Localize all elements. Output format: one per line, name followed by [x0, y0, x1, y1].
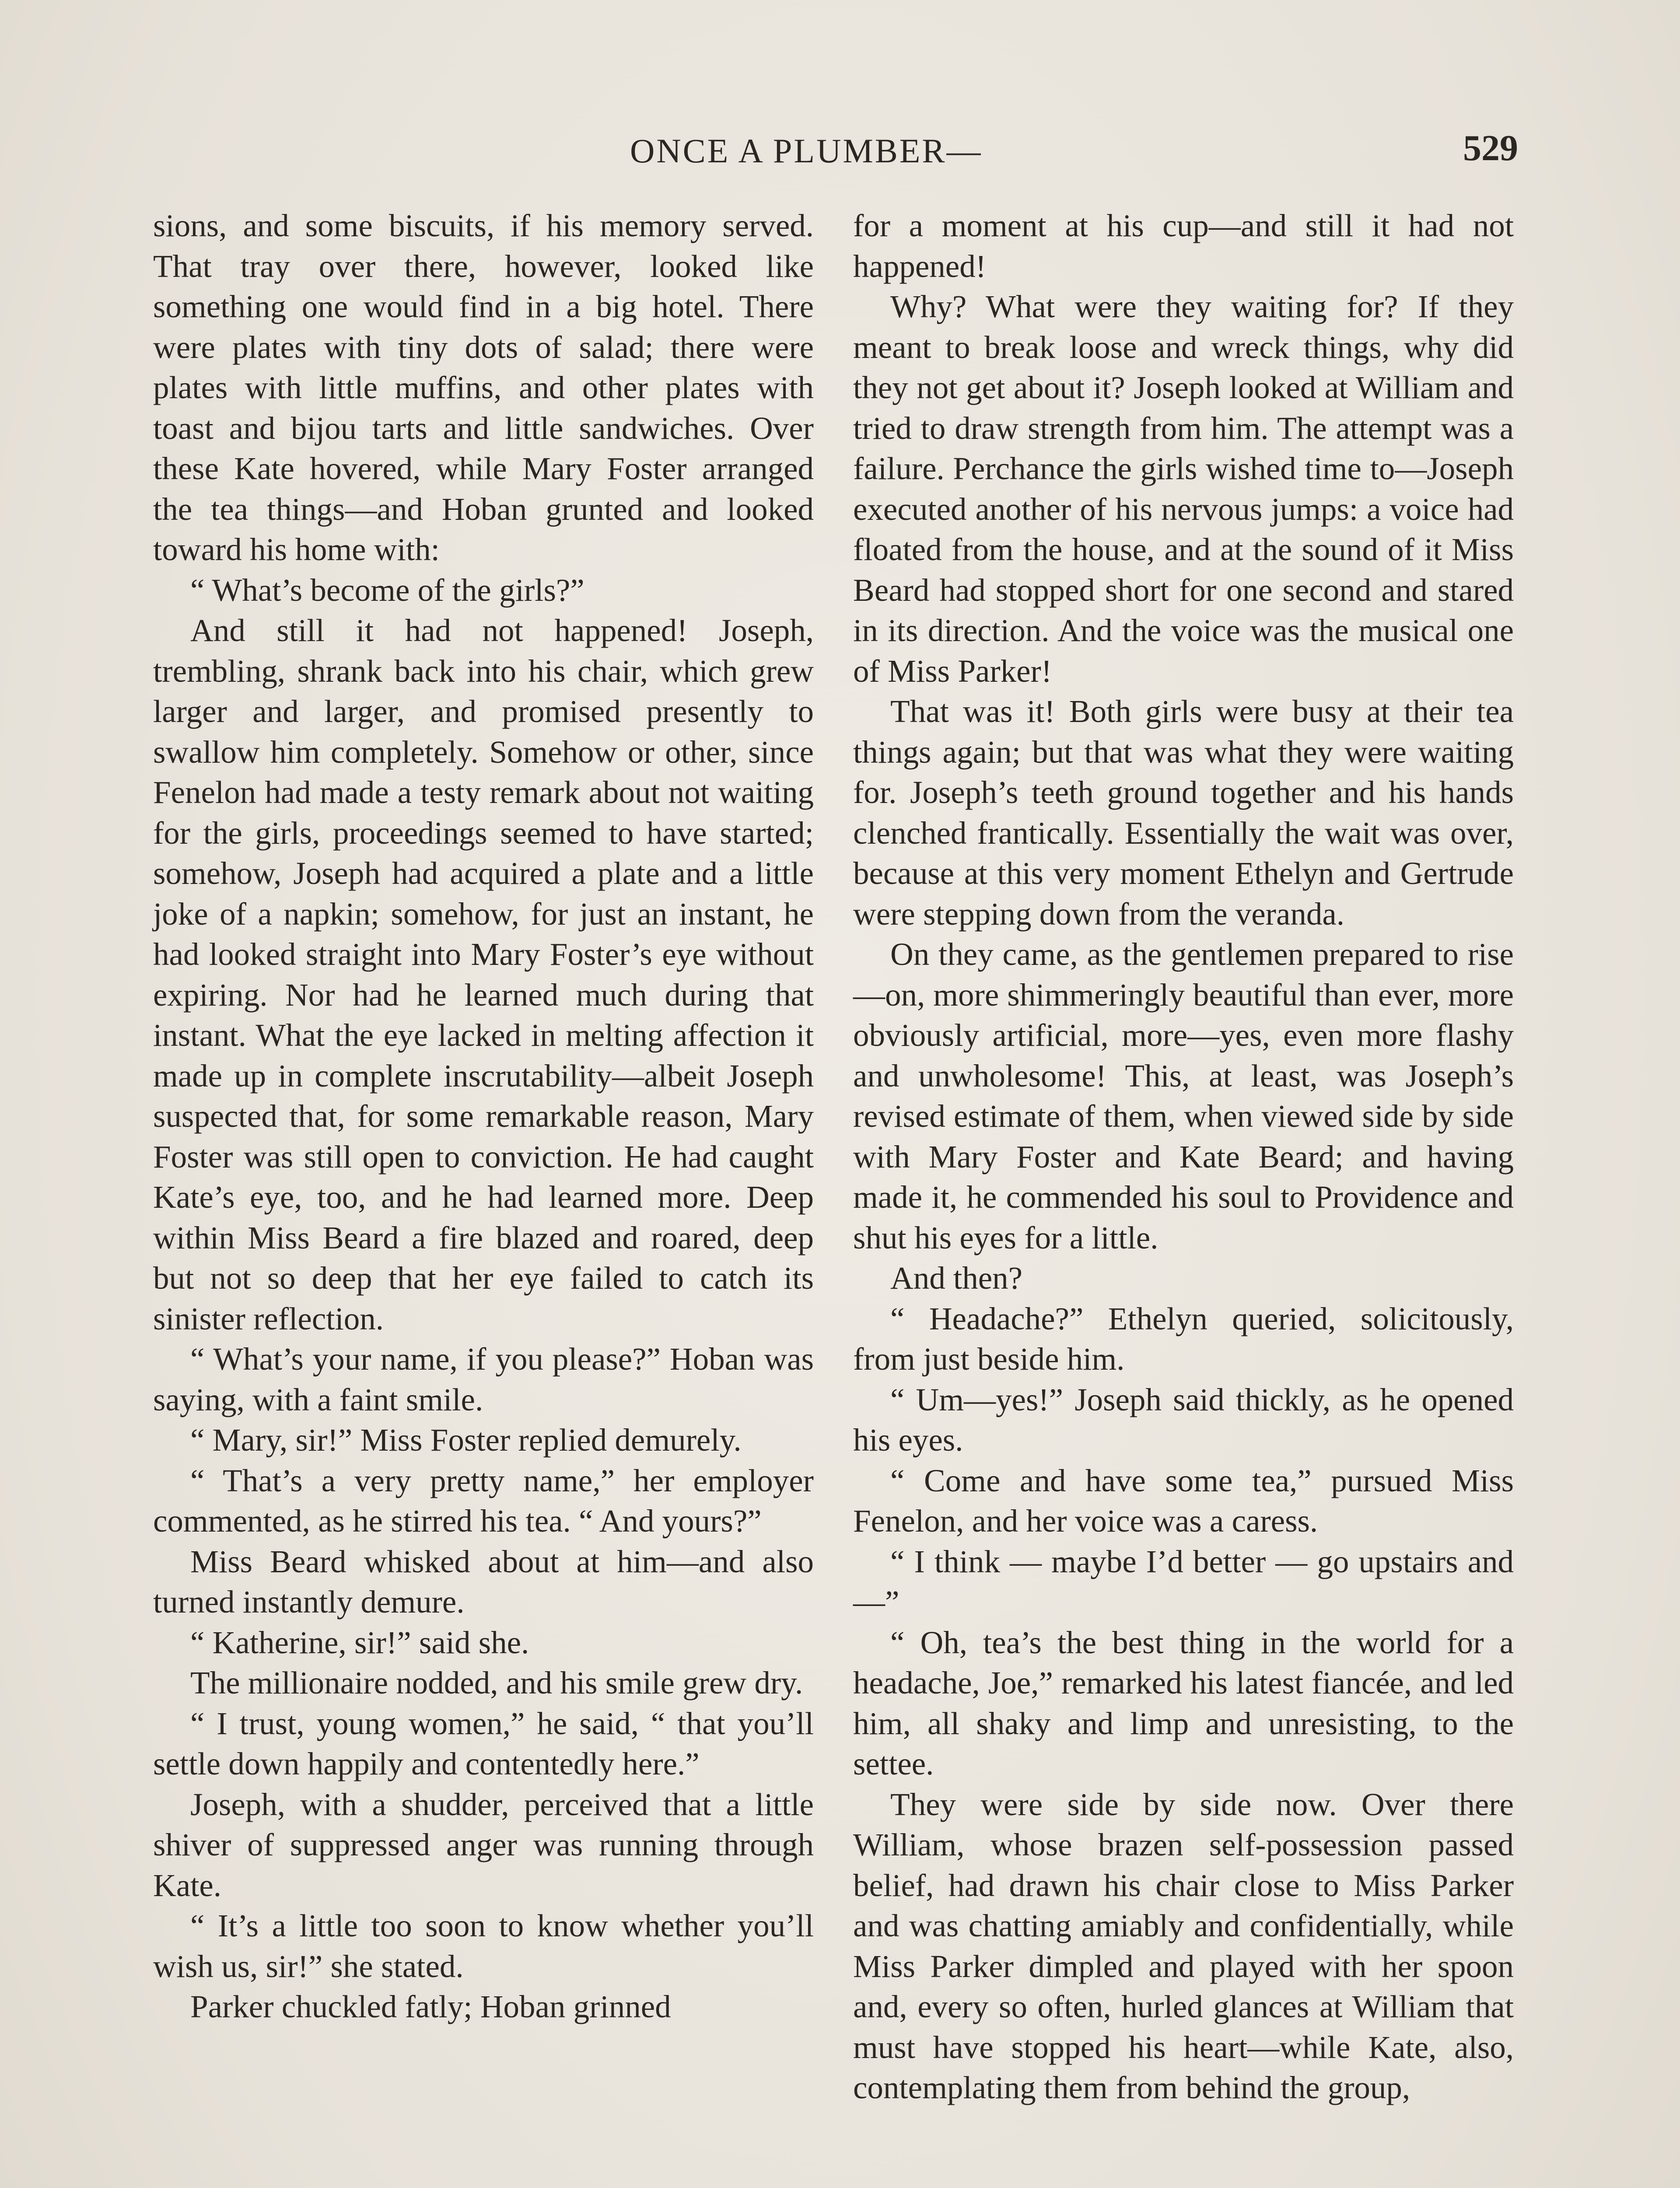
paragraph: Why? What were they waiting for? If they meant to break loose and wreck things, why did they not get about it? Joseph looked at William and tried to draw strength from him. The attempt was a failure. Perchance the girls wished time to—Joseph executed another of his nervous jumps: a voice had floated from the house, and at the sound of it Miss Beard had stopped short for one second and stared in its direction. And the voice was the musical one of Miss Parker! — [853, 289, 1514, 689]
paragraph: “ What’s your name, if you please?” Hoban was saying, with a faint smile. — [153, 1341, 814, 1417]
running-title: ONCE A PLUMBER— — [630, 132, 983, 170]
paragraph: “ Oh, tea’s the best thing in the world for a headache, Joe,” remarked his latest fiancée, and led him, all shaky and limp and unresisting, to the settee. — [853, 1624, 1514, 1781]
paragraph: “ I think — maybe I’d better — go upstairs and—” — [853, 1543, 1514, 1620]
paragraph: “ Katherine, sir!” said she. — [190, 1624, 529, 1660]
paragraph: Miss Beard whisked about at him—and also turned instantly demure. — [153, 1543, 814, 1620]
paragraph: “ Mary, sir!” Miss Foster replied demurely. — [190, 1422, 742, 1458]
paragraph: That was it! Both girls were busy at their tea things again; but that was what they were waiting for. Joseph’s teeth ground together and his hands clenched frantically. Essentially the wait was over, because at this very moment Ethelyn and Gertrude were stepping down from the veranda. — [853, 694, 1514, 932]
paragraph: “ Um—yes!” Joseph said thickly, as he opened his eyes. — [853, 1382, 1514, 1458]
paragraph: “ That’s a very pretty name,” her employer commented, as he stirred his tea. “ And yours?” — [153, 1462, 814, 1539]
page-header — [0, 127, 1680, 179]
paragraph: Parker chuckled fatly; Hoban grinned — [190, 1989, 671, 2024]
left-column — [153, 206, 814, 2027]
paragraph: “ Headache?” Ethelyn queried, solicitously, from just beside him. — [853, 1301, 1514, 1377]
paragraph: “ I trust, young women,” he said, “ that you’ll settle down happily and contentedly here.” — [153, 1705, 814, 1781]
paragraph: for a moment at his cup—and still it had not happened! — [853, 208, 1514, 284]
page-number: 529 — [1463, 128, 1518, 168]
paragraph: The millionaire nodded, and his smile grew dry. — [190, 1665, 803, 1701]
paragraph: On they came, as the gentlemen prepared to rise—on, more shimmeringly beautiful than ever, more obviously artificial, more—yes, even more flashy and unwholesome! This, at least, was Joseph’s revised estimate of them, when viewed side by side with Mary Foster and Kate Beard; and having made it, he commended his soul to Providence and shut his eyes for a little. — [853, 936, 1514, 1255]
right-column — [853, 206, 1514, 2108]
paragraph: They were side by side now. Over there William, whose brazen self-possession passed belief, had drawn his chair close to Miss Parker and was chatting amiably and confidentially, while Miss Parker dimpled and played with her spoon and, every so often, hurled glances at William that must have stopped his heart—while Kate, also, contemplating them from behind the group, — [853, 1786, 1514, 2105]
paragraph: “ Come and have some tea,” pursued Miss Fenelon, and her voice was a caress. — [853, 1462, 1514, 1539]
paragraph: “ What’s become of the girls?” — [190, 572, 584, 608]
paragraph: And still it had not happened! Joseph, trembling, shrank back into his chair, which grew larger and larger, and promised presently to swallow him completely. Somehow or other, since Fenelon had made a testy remark about not waiting for the girls, proceedings seemed to have started; somehow, Joseph had acquired a plate and a little joke of a napkin; somehow, for just an instant, he had looked straight into Mary Foster’s eye without expiring. Nor had he learned much during that instant. What the eye lacked in melting affection it made up in complete inscrutability—albeit Joseph suspected that, for some remarkable reason, Mary Foster was still open to conviction. He had caught Kate’s eye, too, and he had learned more. Deep within Miss Beard a fire blazed and roared, deep but not so deep that her eye failed to catch its sinister reflection. — [153, 613, 814, 1336]
paragraph: And then? — [890, 1260, 1023, 1296]
paragraph: Joseph, with a shudder, perceived that a little shiver of suppressed anger was running through Kate. — [153, 1786, 814, 1903]
paragraph: “ It’s a little too soon to know whether you’ll wish us, sir!” she stated. — [153, 1908, 814, 1984]
paragraph: sions, and some biscuits, if his memory served. That tray over there, however, looked like something one would find in a big hotel. There were plates with tiny dots of salad; there were plates with little muffins, and other plates with toast and bijou tarts and little sandwiches. Over these Kate hovered, while Mary Foster arranged the tea things—and Hoban grunted and looked toward his home with: — [153, 208, 814, 567]
